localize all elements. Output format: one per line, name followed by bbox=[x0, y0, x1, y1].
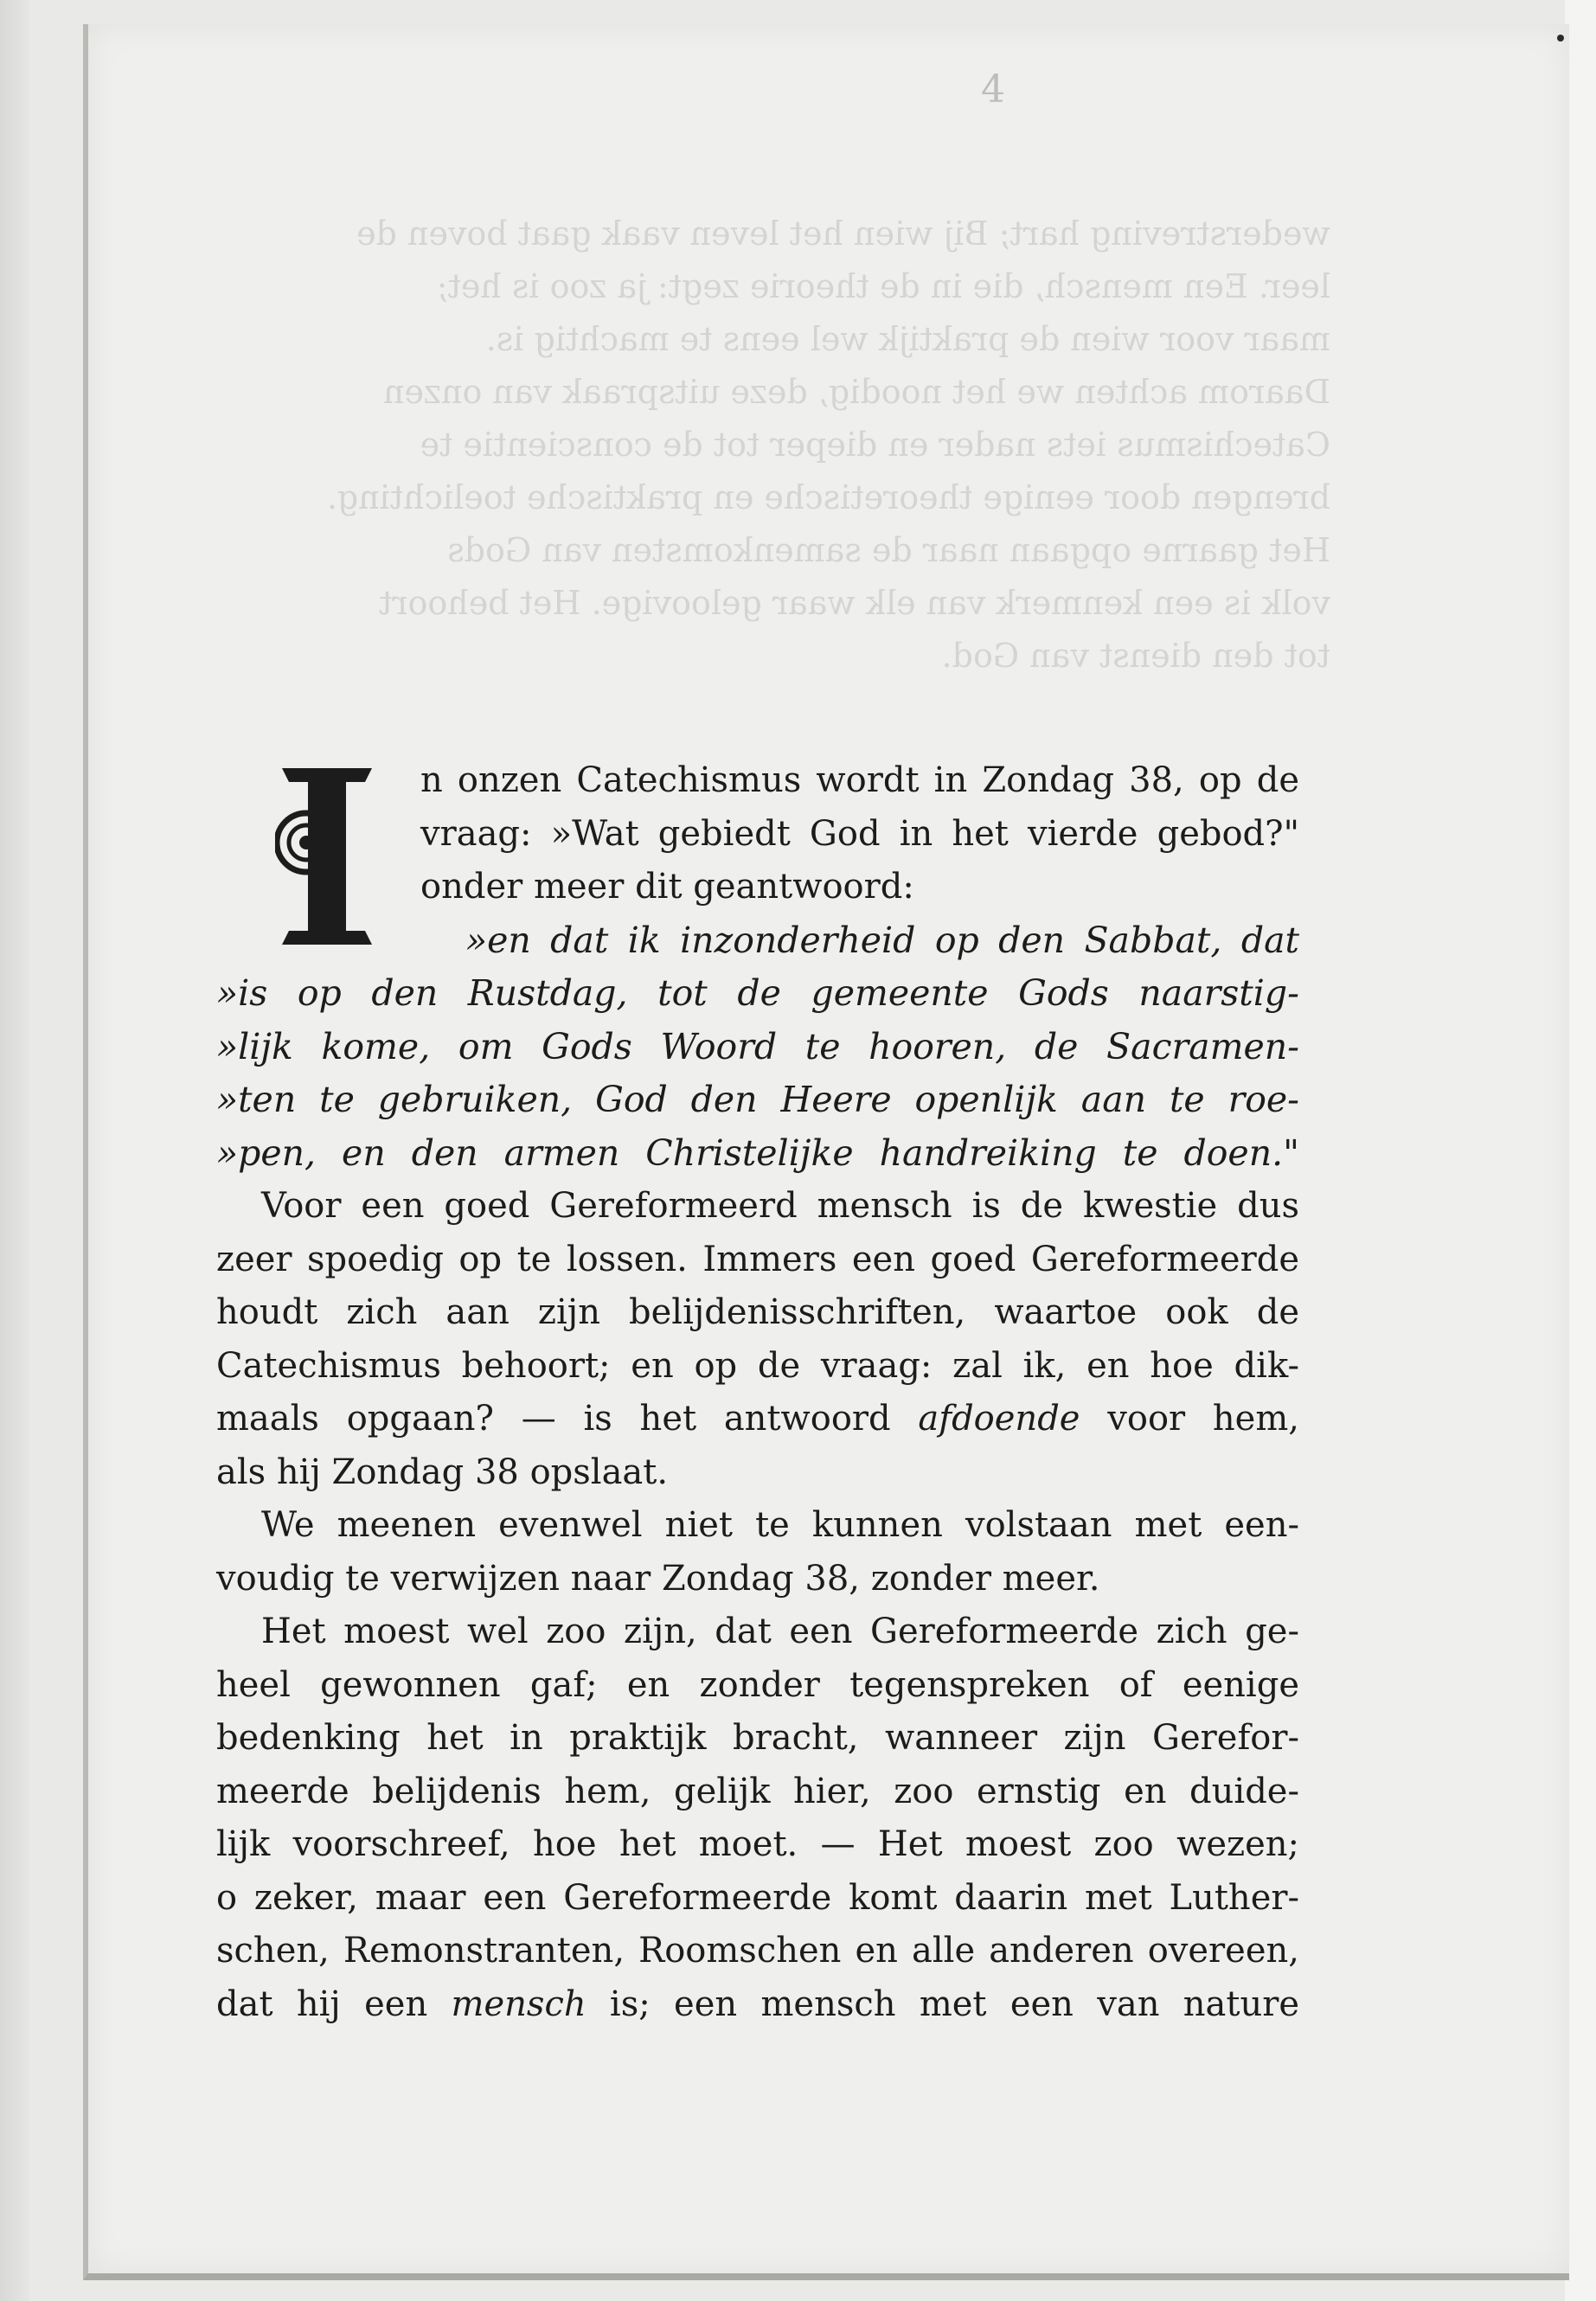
paragraph-line: We meenen evenwel niet te kunnen volstaan met een- bbox=[261, 1505, 1299, 1545]
body-text bbox=[216, 754, 1299, 2031]
paragraph-2 bbox=[216, 1499, 1299, 1606]
paragraph-3 bbox=[216, 1606, 1299, 2031]
paragraph-line: lijk voorschreef, hoe het moet. — Het moest zoo wezen; bbox=[216, 1824, 1299, 1864]
quote-line: »en dat ik inzonderheid op den Sabbat, dat bbox=[465, 919, 1299, 961]
opening-paragraph bbox=[216, 754, 1299, 914]
quote-line: »is op den Rustdag, tot de gemeente Gods naarstig- bbox=[216, 972, 1299, 1014]
emphasis: mensch bbox=[451, 1984, 586, 2024]
catechism-quote bbox=[216, 914, 1299, 1181]
quote-line: »ten te gebruiken, God den Heere openlijk aan te roe- bbox=[216, 1079, 1299, 1120]
text-run: voor hem, bbox=[1080, 1399, 1299, 1439]
paragraph-line: voudig te verwijzen naar Zondag 38, zonder meer. bbox=[216, 1558, 1100, 1599]
scan-left-edge bbox=[0, 0, 29, 2301]
paragraph-line: bedenking het in praktijk bracht, wanneer zijn Gerefor- bbox=[216, 1718, 1299, 1758]
paragraph-line: meerde belijdenis hem, gelijk hier, zoo ernstig en duide- bbox=[216, 1771, 1299, 1811]
text-run: maals opgaan? — is het antwoord bbox=[216, 1399, 919, 1439]
paragraph-line bbox=[216, 1978, 1299, 2032]
paragraph-line: heel gewonnen gaf; en zonder tegenspreken of eenige bbox=[216, 1664, 1299, 1705]
paragraph-line: Het moest wel zoo zijn, dat een Gereformeerde zich ge- bbox=[261, 1612, 1299, 1651]
paragraph-line: Catechismus behoort; en op de vraag: zal ik, en hoe dik- bbox=[216, 1345, 1299, 1386]
page-number: 4 bbox=[981, 67, 1022, 112]
ornamental-dropcap-icon bbox=[275, 760, 379, 953]
text-run: dat hij een bbox=[216, 1984, 452, 2024]
paragraph-line: zeer spoedig op te lossen. Immers een goed Gereformeerde bbox=[216, 1239, 1299, 1279]
text-run: is; een mensch met een van nature bbox=[586, 1984, 1300, 2024]
paragraph-line: o zeker, maar een Gereformeerde komt daarin met Luther- bbox=[216, 1877, 1299, 1918]
paragraph-line: schen, Remonstranten, Roomschen en alle anderen overeen, bbox=[216, 1931, 1299, 1971]
paragraph-line: houdt zich aan zijn belijdenisschriften, waartoe ook de bbox=[216, 1292, 1299, 1332]
scan-speck bbox=[1557, 35, 1564, 42]
quote-line: »pen, en den armen Christelijke handreiking te doen." bbox=[216, 1131, 1299, 1174]
paragraph-line: Voor een goed Gereformeerd mensch is de kwestie dus bbox=[261, 1186, 1299, 1226]
quote-line: »lijk kome, om Gods Woord te hooren, de Sacramen- bbox=[216, 1025, 1299, 1067]
show-through-text: wederstreving hart; Bij wien het leven vaak gaat boven de leer. Een mensch, die in de theorie zegt: ja zoo is het; maar voor wien de praktijk wel eens te machtig is. Daarom achten we het noodig, deze uitspraak van onzen Catechismus iets nader en dieper tot de conscientie te brengen door eenige theoretische en praktische toelichting. Het gaarne opgaan naar de samenkomsten van Gods volk is een kenmerk van elk waar geloovige. Het behoort tot den dienst van God. bbox=[326, 215, 1330, 675]
opening-line: vraag: »Wat gebiedt God in het vierde gebod?" bbox=[420, 813, 1299, 854]
paragraph-1 bbox=[216, 1180, 1299, 1499]
opening-line: onder meer dit geantwoord: bbox=[420, 867, 914, 907]
emphasis: afdoende bbox=[918, 1399, 1080, 1439]
paragraph-line bbox=[216, 1393, 1299, 1446]
paragraph-line: als hij Zondag 38 opslaat. bbox=[216, 1452, 669, 1492]
scan-right-edge bbox=[1565, 0, 1596, 2301]
opening-line: n onzen Catechismus wordt in Zondag 38, op de bbox=[420, 760, 1299, 800]
